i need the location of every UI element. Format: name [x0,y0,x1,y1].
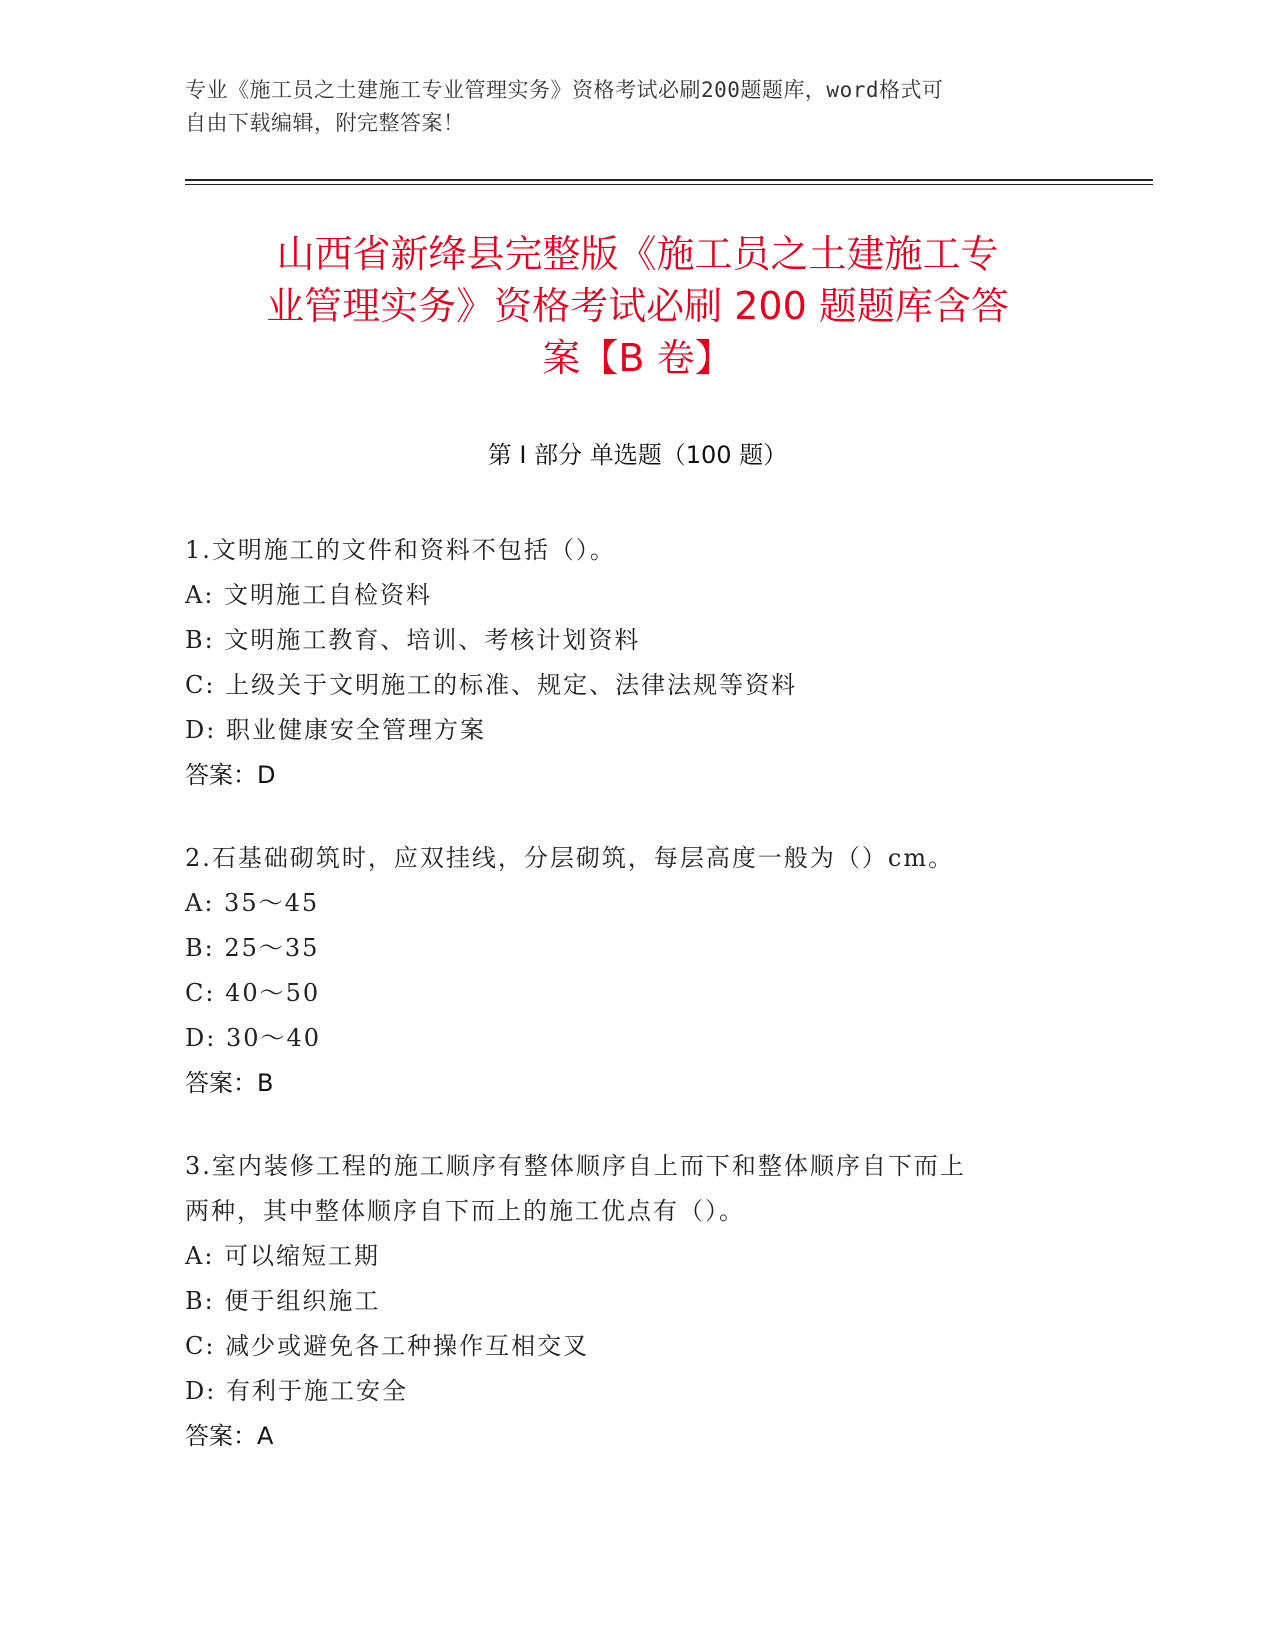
answer: 答案：B [185,1069,274,1097]
document-title [185,228,1090,384]
document-title-line-2: 业管理实务》资格考试必刷 200 题题库含答 [266,284,1009,328]
question-list [185,528,1065,1497]
option-a: A: 文明施工自检资料 [185,581,433,609]
question-2 [185,836,1065,1106]
option-c: C: 上级关于文明施工的标准、规定、法律法规等资料 [185,671,798,699]
header-divider-thin [185,184,1153,185]
header-divider-thick [185,179,1153,181]
question-3 [185,1144,1065,1459]
question-stem: 2.石基础砌筑时，应双挂线，分层砌筑，每层高度一般为（）cm。 [185,844,955,872]
option-d: D: 职业健康安全管理方案 [185,716,486,744]
option-c: C: 减少或避免各工种操作互相交叉 [185,1332,590,1360]
question-stem-line-2: 两种，其中整体顺序自下而上的施工优点有（）。 [185,1197,745,1225]
option-b: B: 文明施工教育、培训、考核计划资料 [185,626,641,654]
question-stem: 1.文明施工的文件和资料不包括（）。 [185,536,616,564]
document-title-line-1: 山西省新绛县完整版《施工员之土建施工专 [276,232,999,276]
option-a: A: 可以缩短工期 [185,1242,381,1270]
option-c: C: 40～50 [185,979,321,1007]
answer: 答案：A [185,1422,274,1450]
section-title: 第 I 部分 单选题（100 题） [487,441,788,469]
option-b: B: 便于组织施工 [185,1287,381,1315]
document-title-line-3: 案【B 卷】 [542,336,733,380]
header-note-line-2: 自由下载编辑，附完整答案！ [185,111,465,135]
option-d: D: 有利于施工安全 [185,1377,408,1405]
answer: 答案：D [185,761,276,789]
option-d: D: 30～40 [185,1024,322,1052]
question-1 [185,528,1065,798]
option-b: B: 25～35 [185,934,320,962]
option-a: A: 35～45 [185,889,320,917]
header-note [185,74,1065,140]
header-note-line-1: 专业《施工员之土建施工专业管理实务》资格考试必刷200题题库，word格式可 [185,78,944,102]
question-stem-line-1: 3.室内装修工程的施工顺序有整体顺序自上而下和整体顺序自下而上 [185,1152,966,1180]
